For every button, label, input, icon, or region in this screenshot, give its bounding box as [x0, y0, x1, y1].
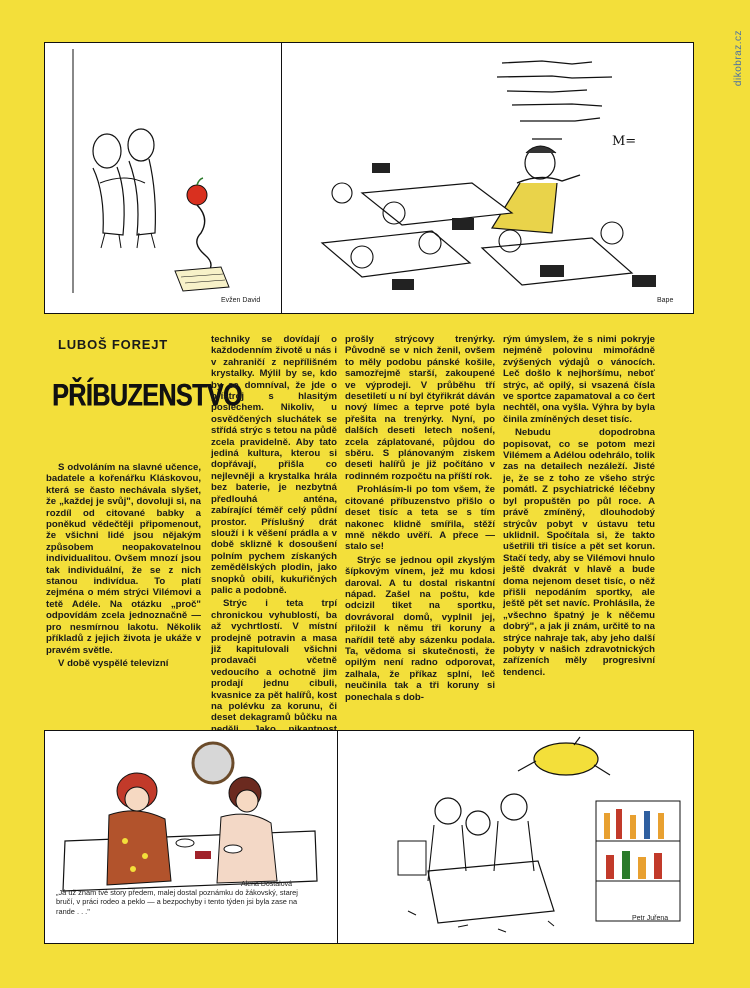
credit-bape: Bape — [657, 297, 674, 304]
article-column-2 — [211, 334, 337, 724]
credit-evzen-david: Evžen David — [221, 297, 261, 304]
paragraph: Strýc i teta trpí chronickou vyhublostí, ba až vychrtlostí. V místní prodejně potravin a masa již kapitulovali všichni prodavači včetně vedoucího a ochotně jim prodají jednu cibuli, kvasnice za pět halířů, kost na polévku za korunu, či deset dekagramů bůčku na — [211, 598, 337, 724]
cartoon-bottom-right — [337, 730, 694, 944]
cartoon-quote: „Já už znám tvé story předem, malej dostal poznámku do žákovský, starej bručí, v práci rodeo a peklo — a bezpochyby i tento týden jsi byla zase na rande . . ." — [56, 888, 298, 916]
article-title: PŘÍBUZENSTVO — [52, 378, 242, 413]
watermark: dikobraz.cz — [733, 30, 744, 87]
paragraph: Prohlásím-li po tom všem, že citované příbuzenstvo přišlo o deset tisíc a teta se s tím nakonec klidně smířila, stěží mně někdo uvěří. A přece — stalo se! — [345, 484, 495, 553]
cartoon-shop-illustration — [338, 731, 693, 943]
paragraph: V době vyspělé televizní — [58, 657, 169, 669]
article-column-4 — [503, 334, 655, 724]
paragraph: prošly strýcovy trenýrky. Původně se v nich ženil, ovšem to měly podobu pánské košile, samozřejmě starší, zakoupené ve výprodeji. V průběhu tří desetiletí u ní byl čtyřikrát dáván nový límec a teprve poté byla přešita na trenýrky. Nyní, po dalších deseti letech nošení, zcela záplatované, půjdou do sběru. S plánovaným ziskem deseti halířů je již počítáno v rodinném rozpočtu na příští rok. — [345, 334, 495, 482]
paragraph: techniky se dovídají o každodenním životě u nás i v zahraničí z nepřílišném krystalky. Mýlil by se, kdo by se domníval, že jde o přístroj s hlasitým poslechem. Nikoliv, u osvědčených sluchátek se střídá strýc s tetou na půdě zcela pravidelně. Aby tato jediná kultura, kterou si dopřávají, přišla co nejlevněji a krystalka hrála bez baterie, je nezbytná předlouhá anténa, zabírající téměř celý půdní prostor. Příslušný drát slouží i k věšení prádla a v době sklizně k dosoušení polním pychem získaných zemědělských plodin, jako snopků obilí, kukuřičných palic a podobně. — [211, 334, 337, 596]
cartoon-classroom-illustration — [282, 43, 693, 313]
paragraph: Nebudu dopodrobna popisovat, co se potom mezi Vilémem a Adélou odehrálo, tolik zas na detailech nezáleží. Jisté je, že se z toho ze všeho strýc pomátl. Z psychiatrické léčebny byl propuštěn po půl roce. A právě zmíněný, dlouhodobý strýcův pobyt v ústavu tetu uklidnil. Spočítala si, že takto ušetřili tři tisíce a pět set korun. Stačí tedy, aby se Vilémovi hnulo ještě dvakrát v hlavě a bude doma nejenom deset tisíc, o něž přišli nepodáním sportky, ale ještě pět set navíc. Prohlásila, že „všechno špatný je k něčemu dobrý", a jak ji znám, určitě to na strýce nahraje tak, aby jeho další pobyty v našich zdravotnických zařízeních měly progresivní tendenci. — [503, 427, 655, 678]
paragraph: rým úmyslem, že s nimi pokryje nejméně polovinu mimořádně zvýšených výdajů o vánocích. Leč došlo k nejhoršímu, neboť strýc, ač opilý, si vsazená čísla ve sportce zapamatoval a co čert nechtěl, ona vyšla. Výhra by byla činila zmíněných deset tisíc. — [503, 334, 655, 425]
article-column-3 — [345, 334, 495, 724]
article-column-1 — [46, 462, 201, 720]
cartoon-top-right — [281, 42, 694, 314]
credit-petr-jurena: Petr Juřena — [632, 915, 669, 922]
paragraph: S odvoláním na slavné učence, badatele a kořenářku Kláskovou, která se často nechávala slyšet, že „každej je svůj", dovoluji si, na rozdíl od citované babky a poněkud vědečtěji připomenout, že všichni lidé jsou nějakým způsobem neopakovatelnou individualitou. Ovšem mnozí jsou tak individuální, že se z nich stanou indivídua. To platí zejména o mém strýci Vilémovi a tetě Adéle. Na otázku „proč" odpovídám zcela jednoznačně — pro nesmírnou lakotu. Několik příkladů z jejich života je ukáže v pravém světle. — [46, 462, 201, 656]
cartoon-couple-apple-illustration — [45, 43, 281, 313]
article-author: LUBOŠ FOREJT — [58, 337, 168, 352]
formula-glyph: M= — [612, 134, 637, 149]
credit-alena-dostalova: Alena Dostálová — [241, 881, 292, 888]
paragraph: Strýc se jednou opil zkyslým šípkovým vínem, jež mu kdosi daroval. A tu dostal riskantní nápad. Zašel na poštu, kde odcizil tiket na sportku, dovrávoral domů, vyplnil jej, přiložil k němu tři koruny a nařídil tetě aby sázenku podala. Ta, vědoma si skutečnosti, že opilým není radno odporovat, zalhala, že příkaz splní, leč neučinila tak a tři koruny si ponechala s dob- — [345, 554, 495, 703]
cartoon-top-left — [44, 42, 282, 314]
